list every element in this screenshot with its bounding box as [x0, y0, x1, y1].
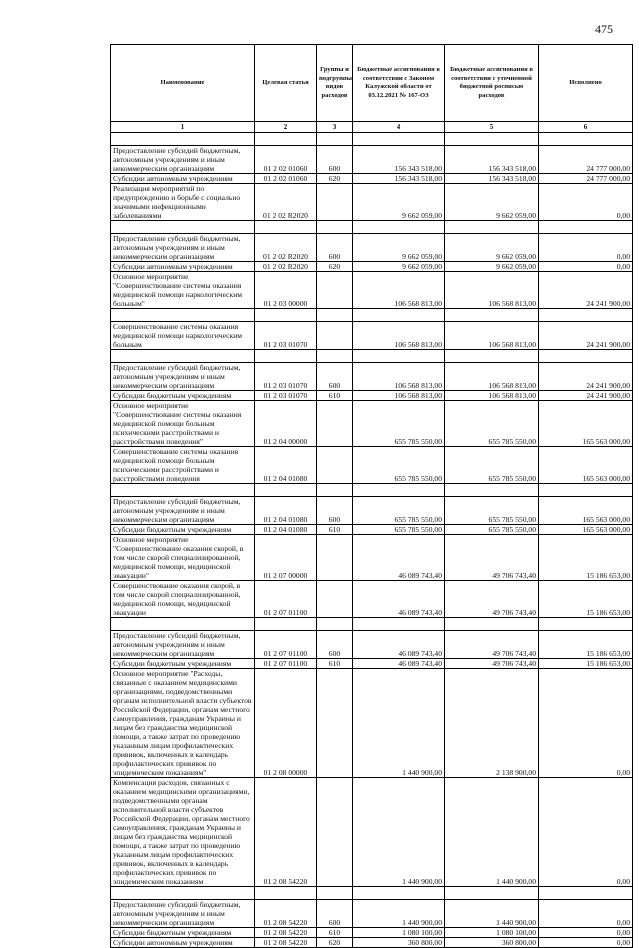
executed-amount-cell: 24 241 900,00 — [539, 363, 633, 391]
law-allocation-cell: 9 662 059,00 — [353, 262, 445, 272]
column-number-row — [111, 122, 633, 133]
target-article-cell: 01 2 02 01060 — [255, 174, 317, 184]
target-article-cell: 01 2 02 R2020 — [255, 262, 317, 272]
expense-group-cell: 600 — [317, 497, 353, 525]
spacer-cell — [353, 133, 445, 146]
expense-group-cell — [317, 184, 353, 221]
executed-amount-cell: 0,00 — [539, 234, 633, 262]
table-row — [111, 184, 633, 221]
spacer-cell — [445, 618, 539, 631]
law-allocation-cell: 106 568 813,00 — [353, 391, 445, 401]
target-article-cell: 01 2 08 54220 — [255, 938, 317, 948]
expense-group-cell: 610 — [317, 659, 353, 669]
schedule-allocation-cell: 106 568 813,00 — [445, 272, 539, 309]
law-allocation-cell: 1 440 900,00 — [353, 778, 445, 887]
column-number: 6 — [539, 122, 633, 133]
spacer-cell — [255, 484, 317, 497]
table-row — [111, 631, 633, 659]
row-name-cell: Совершенствование системы оказания медицинской помощи наркологическим больным — [111, 322, 255, 350]
executed-amount-cell: 24 241 900,00 — [539, 391, 633, 401]
expense-group-cell: 620 — [317, 938, 353, 948]
spacer-cell — [317, 133, 353, 146]
spacer-cell — [111, 133, 255, 146]
table-row — [111, 669, 633, 778]
row-name-cell: Основное мероприятие "Расходы, связанные с оказанием медицинскими организациями, подведомственными органам исполнительной власти субъектов Российской Федерации, органам местного самоуправления, гражданам Украины и лицам без гражданства медицинской помощи, а также затрат по проведению указанным лицам профилактических прививок, включенных в календарь профилактических прививок по эпидемическим показаниям" — [111, 669, 255, 778]
row-name-cell: Субсидии автономным учреждениям — [111, 262, 255, 272]
spacer-cell — [111, 484, 255, 497]
target-article-cell: 01 2 02 R2020 — [255, 234, 317, 262]
header-name: Наименование — [111, 45, 255, 122]
row-name-cell: Совершенствование системы оказания медицинской помощи больным психическими расстройствами и расстройствами поведения — [111, 447, 255, 484]
spacer-cell — [539, 221, 633, 234]
law-allocation-cell: 1 080 100,00 — [353, 928, 445, 938]
column-number: 1 — [111, 122, 255, 133]
schedule-allocation-cell: 655 785 550,00 — [445, 525, 539, 535]
table-row — [111, 900, 633, 928]
header-law-allocations: Бюджетные ассигнования в соответствии с Законом Калужской области от 03.12.2021 № 167-ОЗ — [353, 45, 445, 122]
target-article-cell: 01 2 08 54220 — [255, 778, 317, 887]
row-name-cell: Субсидии бюджетным учреждениям — [111, 659, 255, 669]
row-name-cell: Компенсация расходов, связанных с оказанием медицинскими организациями, подведомственными органам исполнительной власти субъектов Российской Федерации, органам местного самоуправления, гражданам Украины и лицам без гражданства медицинской помощи, а также затрат по проведению указанным лицам профилактических прививок, включенных в календарь профилактических прививок по эпидемическим показаниям — [111, 778, 255, 887]
header-schedule-allocations: Бюджетные ассигнования в соответствии с уточненной бюджетной росписью расходов — [445, 45, 539, 122]
schedule-allocation-cell: 49 706 743,40 — [445, 581, 539, 618]
target-article-cell: 01 2 08 54220 — [255, 928, 317, 938]
expense-group-cell: 600 — [317, 631, 353, 659]
table-row — [111, 363, 633, 391]
executed-amount-cell: 165 563 000,00 — [539, 497, 633, 525]
schedule-allocation-cell: 1 440 900,00 — [445, 778, 539, 887]
law-allocation-cell: 655 785 550,00 — [353, 401, 445, 447]
executed-amount-cell: 15 186 653,00 — [539, 535, 633, 581]
table-row — [111, 659, 633, 669]
law-allocation-cell: 360 800,00 — [353, 938, 445, 948]
target-article-cell: 01 2 02 R2020 — [255, 184, 317, 221]
table-row — [111, 234, 633, 262]
law-allocation-cell: 9 662 059,00 — [353, 184, 445, 221]
law-allocation-cell: 156 343 518,00 — [353, 174, 445, 184]
schedule-allocation-cell: 156 343 518,00 — [445, 146, 539, 174]
spacer-cell — [317, 484, 353, 497]
spacer-cell — [539, 887, 633, 900]
expense-group-cell: 620 — [317, 174, 353, 184]
executed-amount-cell: 0,00 — [539, 900, 633, 928]
table-body — [111, 133, 633, 948]
spacer-cell — [111, 618, 255, 631]
row-name-cell: Предоставление субсидий бюджетным, автономным учреждениям и иным некоммерческим организациям — [111, 146, 255, 174]
spacer-cell — [111, 887, 255, 900]
row-name-cell: Предоставление субсидий бюджетным, автономным учреждениям и иным некоммерческим организациям — [111, 631, 255, 659]
spacer-cell — [255, 887, 317, 900]
column-number: 5 — [445, 122, 539, 133]
table-row — [111, 938, 633, 948]
row-name-cell: Совершенствование оказания скорой, в том числе скорой специализированной, медицинской помощи, медицинской эвакуации — [111, 581, 255, 618]
target-article-cell: 01 2 04 00000 — [255, 401, 317, 447]
header-row — [111, 45, 633, 122]
spacer-row — [111, 221, 633, 234]
spacer-cell — [317, 350, 353, 363]
spacer-cell — [539, 484, 633, 497]
executed-amount-cell: 165 563 000,00 — [539, 401, 633, 447]
table-row — [111, 447, 633, 484]
schedule-allocation-cell: 106 568 813,00 — [445, 363, 539, 391]
budget-table — [110, 44, 633, 948]
row-name-cell: Субсидии бюджетным учреждениям — [111, 525, 255, 535]
law-allocation-cell: 46 089 743,40 — [353, 659, 445, 669]
target-article-cell: 01 2 07 00000 — [255, 535, 317, 581]
spacer-cell — [539, 133, 633, 146]
spacer-cell — [111, 350, 255, 363]
header-executed: Исполнено — [539, 45, 633, 122]
schedule-allocation-cell: 360 800,00 — [445, 938, 539, 948]
executed-amount-cell: 0,00 — [539, 184, 633, 221]
spacer-cell — [445, 350, 539, 363]
schedule-allocation-cell: 1 440 900,00 — [445, 900, 539, 928]
executed-amount-cell: 15 186 653,00 — [539, 659, 633, 669]
spacer-cell — [317, 309, 353, 322]
table-row — [111, 174, 633, 184]
table-row — [111, 525, 633, 535]
row-name-cell: Основное мероприятие "Совершенствование системы оказания медицинской помощи наркологическим больным" — [111, 272, 255, 309]
spacer-cell — [353, 887, 445, 900]
spacer-cell — [255, 133, 317, 146]
law-allocation-cell: 1 440 900,00 — [353, 669, 445, 778]
executed-amount-cell: 0,00 — [539, 669, 633, 778]
schedule-allocation-cell: 106 568 813,00 — [445, 391, 539, 401]
law-allocation-cell: 106 568 813,00 — [353, 363, 445, 391]
page-number: 475 — [595, 22, 613, 36]
schedule-allocation-cell: 49 706 743,40 — [445, 631, 539, 659]
table-row — [111, 391, 633, 401]
expense-group-cell: 600 — [317, 363, 353, 391]
spacer-cell — [255, 309, 317, 322]
target-article-cell: 01 2 04 01080 — [255, 525, 317, 535]
schedule-allocation-cell: 9 662 059,00 — [445, 262, 539, 272]
spacer-cell — [317, 221, 353, 234]
spacer-cell — [255, 350, 317, 363]
expense-group-cell: 610 — [317, 928, 353, 938]
table-row — [111, 928, 633, 938]
table-head — [111, 45, 633, 133]
spacer-cell — [539, 350, 633, 363]
spacer-cell — [445, 484, 539, 497]
expense-group-cell: 620 — [317, 262, 353, 272]
spacer-cell — [255, 221, 317, 234]
law-allocation-cell: 46 089 743,40 — [353, 581, 445, 618]
target-article-cell: 01 2 04 01080 — [255, 447, 317, 484]
table-row — [111, 146, 633, 174]
schedule-allocation-cell: 9 662 059,00 — [445, 184, 539, 221]
spacer-cell — [445, 221, 539, 234]
schedule-allocation-cell: 655 785 550,00 — [445, 497, 539, 525]
spacer-cell — [111, 309, 255, 322]
expense-group-cell: 600 — [317, 146, 353, 174]
target-article-cell: 01 2 07 01100 — [255, 659, 317, 669]
column-number: 3 — [317, 122, 353, 133]
target-article-cell: 01 2 03 01070 — [255, 322, 317, 350]
executed-amount-cell: 15 186 653,00 — [539, 631, 633, 659]
spacer-cell — [539, 309, 633, 322]
column-number: 2 — [255, 122, 317, 133]
row-name-cell: Реализация мероприятий по предупреждению и борьбе с социально значимыми инфекционными заболеваниями — [111, 184, 255, 221]
law-allocation-cell: 156 343 518,00 — [353, 146, 445, 174]
row-name-cell: Субсидии автономным учреждениям — [111, 174, 255, 184]
executed-amount-cell: 0,00 — [539, 262, 633, 272]
spacer-cell — [445, 133, 539, 146]
schedule-allocation-cell: 49 706 743,40 — [445, 659, 539, 669]
law-allocation-cell: 655 785 550,00 — [353, 497, 445, 525]
row-name-cell: Субсидии автономным учреждениям — [111, 938, 255, 948]
expense-group-cell — [317, 778, 353, 887]
column-number: 4 — [353, 122, 445, 133]
spacer-cell — [111, 221, 255, 234]
spacer-cell — [445, 887, 539, 900]
expense-group-cell — [317, 669, 353, 778]
schedule-allocation-cell: 9 662 059,00 — [445, 234, 539, 262]
target-article-cell: 01 2 08 54220 — [255, 900, 317, 928]
expense-group-cell: 600 — [317, 900, 353, 928]
expense-group-cell — [317, 535, 353, 581]
table-row — [111, 497, 633, 525]
table-row — [111, 272, 633, 309]
table-row — [111, 262, 633, 272]
row-name-cell: Предоставление субсидий бюджетным, автономным учреждениям и иным некоммерческим организациям — [111, 497, 255, 525]
schedule-allocation-cell: 49 706 743,40 — [445, 535, 539, 581]
executed-amount-cell: 0,00 — [539, 928, 633, 938]
target-article-cell: 01 2 08 00000 — [255, 669, 317, 778]
executed-amount-cell: 24 777 000,00 — [539, 146, 633, 174]
expense-group-cell — [317, 581, 353, 618]
law-allocation-cell: 106 568 813,00 — [353, 322, 445, 350]
row-name-cell: Основное мероприятие "Совершенствование системы оказания медицинской помощи больным психическими расстройствами и расстройствами поведения" — [111, 401, 255, 447]
spacer-cell — [353, 350, 445, 363]
executed-amount-cell: 165 563 000,00 — [539, 525, 633, 535]
executed-amount-cell: 15 186 653,00 — [539, 581, 633, 618]
expense-group-cell: 610 — [317, 525, 353, 535]
expense-group-cell — [317, 401, 353, 447]
spacer-cell — [445, 309, 539, 322]
spacer-cell — [353, 618, 445, 631]
table-row — [111, 581, 633, 618]
row-name-cell: Основное мероприятие "Совершенствование оказания скорой, в том числе скорой специализированной, медицинской помощи, медицинской эвакуации" — [111, 535, 255, 581]
expense-group-cell: 600 — [317, 234, 353, 262]
spacer-cell — [353, 309, 445, 322]
target-article-cell: 01 2 03 01070 — [255, 363, 317, 391]
spacer-cell — [255, 618, 317, 631]
row-name-cell: Предоставление субсидий бюджетным, автономным учреждениям и иным некоммерческим организациям — [111, 234, 255, 262]
budget-table-wrapper — [110, 44, 632, 948]
schedule-allocation-cell: 1 080 100,00 — [445, 928, 539, 938]
executed-amount-cell: 0,00 — [539, 778, 633, 887]
schedule-allocation-cell: 655 785 550,00 — [445, 447, 539, 484]
spacer-row — [111, 309, 633, 322]
spacer-row — [111, 618, 633, 631]
executed-amount-cell: 24 241 900,00 — [539, 322, 633, 350]
spacer-cell — [353, 484, 445, 497]
law-allocation-cell: 655 785 550,00 — [353, 525, 445, 535]
table-row — [111, 322, 633, 350]
law-allocation-cell: 1 440 900,00 — [353, 900, 445, 928]
target-article-cell: 01 2 03 00000 — [255, 272, 317, 309]
target-article-cell: 01 2 03 01070 — [255, 391, 317, 401]
target-article-cell: 01 2 04 01080 — [255, 497, 317, 525]
expense-group-cell — [317, 322, 353, 350]
executed-amount-cell: 24 241 900,00 — [539, 272, 633, 309]
header-expense-groups: Группы и подгруппы видов расходов — [317, 45, 353, 122]
table-row — [111, 535, 633, 581]
law-allocation-cell: 106 568 813,00 — [353, 272, 445, 309]
spacer-cell — [539, 618, 633, 631]
row-name-cell: Субсидии бюджетным учреждениям — [111, 391, 255, 401]
spacer-cell — [317, 887, 353, 900]
spacer-row — [111, 350, 633, 363]
spacer-cell — [317, 618, 353, 631]
spacer-row — [111, 133, 633, 146]
spacer-cell — [353, 221, 445, 234]
header-target-article: Целевая статья — [255, 45, 317, 122]
law-allocation-cell: 46 089 743,40 — [353, 631, 445, 659]
target-article-cell: 01 2 07 01100 — [255, 581, 317, 618]
table-row — [111, 401, 633, 447]
law-allocation-cell: 46 089 743,40 — [353, 535, 445, 581]
expense-group-cell — [317, 272, 353, 309]
expense-group-cell — [317, 447, 353, 484]
spacer-row — [111, 484, 633, 497]
row-name-cell: Субсидии бюджетным учреждениям — [111, 928, 255, 938]
executed-amount-cell: 24 777 000,00 — [539, 174, 633, 184]
target-article-cell: 01 2 07 01100 — [255, 631, 317, 659]
schedule-allocation-cell: 156 343 518,00 — [445, 174, 539, 184]
spacer-row — [111, 887, 633, 900]
target-article-cell: 01 2 02 01060 — [255, 146, 317, 174]
law-allocation-cell: 9 662 059,00 — [353, 234, 445, 262]
executed-amount-cell: 0,00 — [539, 938, 633, 948]
schedule-allocation-cell: 2 138 900,00 — [445, 669, 539, 778]
row-name-cell: Предоставление субсидий бюджетным, автономным учреждениям и иным некоммерческим организациям — [111, 900, 255, 928]
expense-group-cell: 610 — [317, 391, 353, 401]
schedule-allocation-cell: 106 568 813,00 — [445, 322, 539, 350]
law-allocation-cell: 655 785 550,00 — [353, 447, 445, 484]
table-row — [111, 778, 633, 887]
executed-amount-cell: 165 563 000,00 — [539, 447, 633, 484]
schedule-allocation-cell: 655 785 550,00 — [445, 401, 539, 447]
row-name-cell: Предоставление субсидий бюджетным, автономным учреждениям и иным некоммерческим организациям — [111, 363, 255, 391]
